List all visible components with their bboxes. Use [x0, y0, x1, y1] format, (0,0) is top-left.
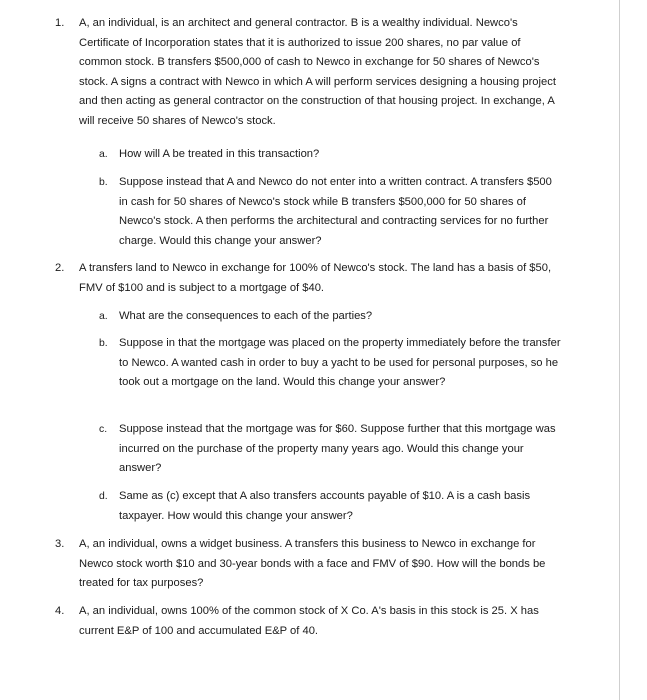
- question-2-part-d: [99, 487, 561, 526]
- question-number: 4.: [55, 605, 65, 617]
- part-text: What are the consequences to each of the parties?: [119, 310, 373, 322]
- question-1-part-b: [99, 173, 561, 251]
- question-number: 3.: [55, 538, 65, 550]
- question-2: [55, 259, 560, 298]
- question-2-part-a: [99, 307, 561, 327]
- part-text: Suppose instead that A and Newco do not enter into a written contract. A transfers $500 in cash for 50 shares of Newco's stock while B transfers $500,000 for 50 shares of Newco's stock. A then performs the architectural and contracting services for no further charge. Would this change your answer?: [119, 176, 552, 247]
- question-4: [55, 602, 560, 641]
- part-label: a.: [99, 149, 108, 160]
- question-3: [55, 535, 560, 594]
- part-label: b.: [99, 338, 108, 349]
- part-label: c.: [99, 424, 108, 435]
- part-text: Same as (c) except that A also transfers accounts payable of $10. A is a cash basis taxpayer. How would this change your answer?: [119, 490, 531, 522]
- part-text: Suppose instead that the mortgage was for $60. Suppose further that this mortgage was incurred on the purchase of the property many years ago. Would this change your answer?: [119, 423, 556, 475]
- question-text: A, an individual, is an architect and general contractor. B is a wealthy individual. Newco's Certificate of Incorporation states that it is authorized to issue 200 shares, no par value of common stock. B transfers $500,000 of cash to Newco in exchange for 50 shares of Newco's stock. A signs a contract with Newco in which A will perform services designing a housing project and then acting as general contractor on the construction of that housing project. In exchange, A will receive 50 shares of Newco's stock.: [79, 17, 556, 127]
- part-label: a.: [99, 311, 108, 322]
- part-text: How will A be treated in this transaction?: [119, 148, 320, 160]
- question-number: 1.: [55, 17, 65, 29]
- question-2-part-b: [99, 334, 561, 393]
- question-2-part-c: [99, 420, 561, 479]
- question-text: A transfers land to Newco in exchange for 100% of Newco's stock. The land has a basis of $50, FMV of $100 and is subject to a mortgage of $40.: [79, 262, 552, 294]
- question-number: 2.: [55, 262, 65, 274]
- part-label: d.: [99, 491, 108, 502]
- question-text: A, an individual, owns 100% of the common stock of X Co. A's basis in this stock is 25. X has current E&P of 100 and accumulated E&P of 40.: [79, 605, 539, 637]
- question-1: [55, 14, 560, 132]
- part-label: b.: [99, 177, 108, 188]
- question-1-part-a: [99, 145, 561, 165]
- part-text: Suppose in that the mortgage was placed on the property immediately before the transfer to Newco. A wanted cash in order to buy a yacht to be used for personal purposes, so he took out a mortgage on the land. Would this change your answer?: [119, 337, 561, 389]
- question-text: A, an individual, owns a widget business. A transfers this business to Newco in exchange for Newco stock worth $10 and 30-year bonds with a face and FMV of $90. How will the bonds be treated for tax purposes?: [79, 538, 546, 590]
